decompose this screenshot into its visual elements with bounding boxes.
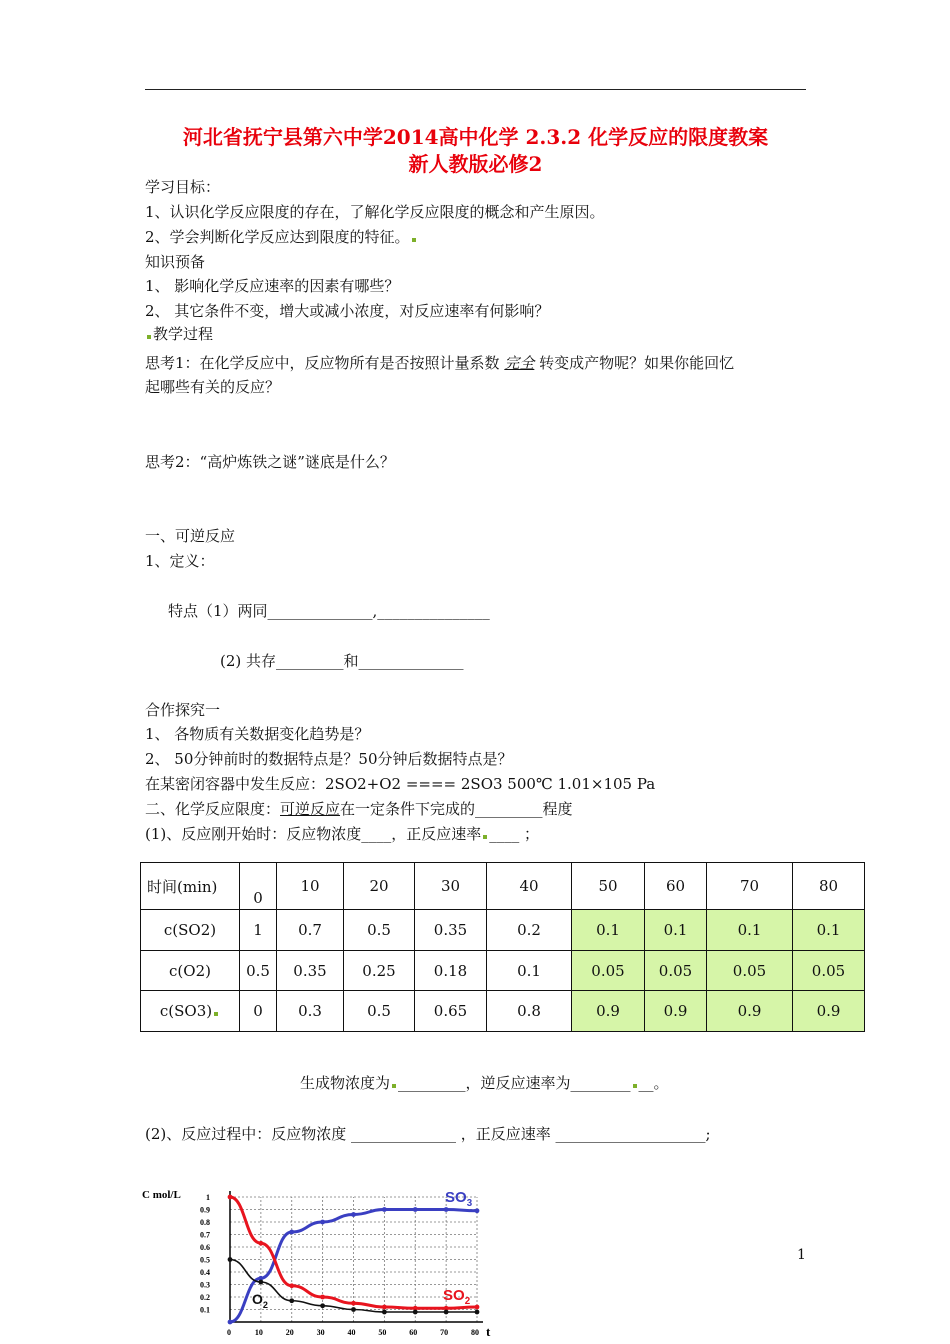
section-2-heading	[145, 798, 573, 820]
table-cell: 0.05	[572, 950, 645, 991]
y-tick-label: 0.5	[200, 1255, 210, 1265]
x-tick-label: 50	[378, 1328, 387, 1337]
x-tick-label: 70	[440, 1328, 449, 1337]
chart-x-label: t	[486, 1324, 491, 1339]
table-row	[141, 910, 865, 951]
objectives-heading: 学习目标：	[145, 178, 221, 196]
mark-dot	[392, 1084, 396, 1088]
x-tick-label: 10	[254, 1328, 263, 1337]
y-tick-label: 0.2	[200, 1293, 210, 1302]
think-1	[145, 352, 734, 374]
objective-2-text: 2、学会判断化学反应达到限度的特征。	[145, 228, 410, 246]
y-tick-label: 0.9	[200, 1205, 210, 1215]
table-row	[141, 991, 865, 1032]
table-cell: 0.1	[793, 910, 865, 951]
prep-1: 1、 影响化学反应速率的因素有哪些？	[145, 277, 400, 295]
product-text-b: _________，逆反应速率为________	[398, 1074, 631, 1092]
data-point-so2	[475, 1305, 480, 1310]
table-header-cell: 50	[572, 863, 645, 910]
reaction-start-line	[145, 823, 539, 845]
coop-heading: 合作探究一	[145, 701, 221, 719]
data-point-so3	[475, 1208, 480, 1213]
table-header-cell: 10	[277, 863, 344, 910]
start-text: (1)、反应刚开始时：反应物浓度____，正反应速率	[145, 825, 482, 843]
data-point-o2	[382, 1310, 387, 1315]
table-cell: 0.9	[572, 991, 645, 1032]
series-label-so2: $SO_2$	[443, 1287, 471, 1307]
think-1-text: 思考1：在化学反应中，反应物所有是否按照计量系数	[145, 354, 505, 372]
table-row	[141, 950, 865, 991]
think-2: 思考2：“高炉炼铁之谜”谜底是什么？	[145, 453, 395, 471]
data-point-so2	[382, 1305, 387, 1310]
table-cell: 0.25	[344, 950, 415, 991]
series-label-o2: $O_2$	[252, 1291, 268, 1310]
think-1-text-b: 转变成产物呢？如果你能回忆	[534, 354, 735, 372]
prep-2: 2、 其它条件不变，增大或减小浓度，对反应速率有何影响？	[145, 302, 550, 320]
definition: 1、定义：	[145, 552, 215, 570]
table-header-cell: 70	[707, 863, 793, 910]
data-point-o2	[444, 1310, 449, 1315]
x-tick-label: 0	[227, 1328, 231, 1337]
table-cell: c(SO2)	[141, 910, 240, 951]
table-header-cell: 30	[415, 863, 487, 910]
table-cell: 0.35	[277, 950, 344, 991]
data-point-so3	[289, 1230, 294, 1235]
data-point-so2	[320, 1295, 325, 1300]
y-tick-label: 0.8	[200, 1218, 210, 1227]
data-point-so2	[258, 1241, 263, 1246]
page-number: 1	[797, 1247, 806, 1263]
x-tick-label: 30	[316, 1328, 325, 1337]
mark-dot	[412, 238, 416, 242]
x-tick-label: 40	[347, 1328, 356, 1337]
table-header-cell: 80	[793, 863, 865, 910]
table-cell: 0.18	[415, 950, 487, 991]
chart-y-label: C mol/L	[142, 1189, 181, 1201]
table-header-cell: 60	[645, 863, 707, 910]
table-cell: 0.05	[645, 950, 707, 991]
table-cell: 0	[240, 991, 277, 1032]
table-cell: 0.35	[415, 910, 487, 951]
data-point-so2	[228, 1195, 233, 1200]
table-cell: 0.5	[240, 950, 277, 991]
table-cell: 0.9	[707, 991, 793, 1032]
feature-1: 特点（1）两同______________,_______________	[168, 602, 490, 620]
data-point-o2	[289, 1298, 294, 1303]
data-point-so3	[444, 1207, 449, 1212]
mark-dot	[633, 1084, 637, 1088]
data-point-so3	[351, 1212, 356, 1217]
data-point-so2	[351, 1301, 356, 1306]
doc-subtitle: 新人教版必修2	[408, 152, 543, 176]
think-1-underlined: 完全	[504, 354, 535, 372]
objective-2	[145, 226, 418, 248]
data-point-so3	[320, 1220, 325, 1225]
mark-dot	[214, 1012, 218, 1016]
table-cell	[141, 991, 240, 1032]
x-tick-label: 60	[409, 1328, 418, 1337]
mark-dot	[483, 835, 487, 839]
x-tick-label: 20	[285, 1328, 294, 1337]
table-cell: 0.1	[645, 910, 707, 951]
section-1-heading: 一、可逆反应	[145, 527, 236, 545]
process-heading	[145, 323, 213, 345]
table-header-row	[141, 863, 865, 910]
product-line	[300, 1072, 669, 1094]
table-cell: 0.5	[344, 991, 415, 1032]
table-cell: 0.1	[707, 910, 793, 951]
start-text-b: ____ ；	[489, 825, 540, 843]
table-cell: 0.1	[572, 910, 645, 951]
mark-dot	[147, 335, 151, 339]
product-text: 生成物浓度为	[300, 1074, 391, 1092]
y-tick-label: 0.6	[200, 1243, 210, 1252]
concentration-table	[140, 862, 865, 1032]
process-line: (2)、反应过程中：反应物浓度 ______________ ，正反应速率 ____________________;	[145, 1125, 711, 1143]
process-heading-text: 教学过程	[153, 325, 214, 343]
y-tick-label: 1	[206, 1193, 210, 1202]
data-point-so2	[289, 1283, 294, 1288]
table-header-cell: 40	[487, 863, 572, 910]
header-rule	[145, 89, 806, 90]
table-cell: 0.65	[415, 991, 487, 1032]
table-cell: 0.05	[707, 950, 793, 991]
feature-2: (2) 共存_________和______________	[220, 652, 464, 670]
data-point-o2	[320, 1303, 325, 1308]
table-cell: c(O2)	[141, 950, 240, 991]
y-tick-label: 0.7	[200, 1230, 210, 1240]
section-2-text: 二、化学反应限度：	[145, 800, 281, 818]
data-point-o2	[351, 1307, 356, 1312]
y-tick-label: 0.1	[200, 1305, 210, 1315]
coop-1: 1、 各物质有关数据变化趋势是？	[145, 725, 370, 743]
objective-1: 1、认识化学反应限度的存在，了解化学反应限度的概念和产生原因。	[145, 203, 605, 221]
data-point-so3	[228, 1320, 233, 1325]
table-cell-text: c(SO3)	[159, 1002, 213, 1021]
data-point-o2	[258, 1280, 263, 1285]
series-label-so3: $SO_3$	[445, 1189, 473, 1209]
reaction-line: 在某密闭容器中发生反应：2SO2+O2 ==== 2SO3 500℃ 1.01×105 Pa	[145, 775, 656, 793]
x-tick-label: 80	[471, 1328, 479, 1337]
data-point-so3	[413, 1207, 418, 1212]
data-point-so3	[382, 1207, 387, 1212]
table-cell: 0.2	[487, 910, 572, 951]
table-header-cell: 0	[240, 863, 277, 910]
data-point-o2	[413, 1310, 418, 1315]
y-tick-label: 0.3	[200, 1280, 210, 1290]
table-cell: 0.1	[487, 950, 572, 991]
table-cell: 0.9	[645, 991, 707, 1032]
concentration-chart	[140, 1180, 510, 1340]
product-text-c: __。	[638, 1074, 669, 1092]
table-cell: 1	[240, 910, 277, 951]
think-1-cont: 起哪些有关的反应？	[145, 378, 281, 396]
table-header-cell: 时间(min)	[141, 863, 240, 910]
doc-title: 河北省抚宁县第六中学2014高中化学 2.3.2 化学反应的限度教案	[182, 125, 769, 149]
data-point-o2	[475, 1310, 480, 1315]
section-2-underlined: 可逆反应	[280, 800, 341, 818]
table-cell: 0.5	[344, 910, 415, 951]
data-point-o2	[228, 1257, 233, 1262]
table-cell: 0.9	[793, 991, 865, 1032]
table-cell: 0.3	[277, 991, 344, 1032]
table-cell: 0.8	[487, 991, 572, 1032]
table-header-cell: 20	[344, 863, 415, 910]
section-2-text-b: 在一定条件下完成的_________程度	[340, 800, 573, 818]
table-cell: 0.7	[277, 910, 344, 951]
coop-2: 2、 50分钟前时的数据特点是？50分钟后数据特点是？	[145, 750, 513, 768]
table-cell: 0.05	[793, 950, 865, 991]
y-tick-label: 0.4	[200, 1268, 210, 1277]
prep-heading: 知识预备	[145, 253, 206, 271]
